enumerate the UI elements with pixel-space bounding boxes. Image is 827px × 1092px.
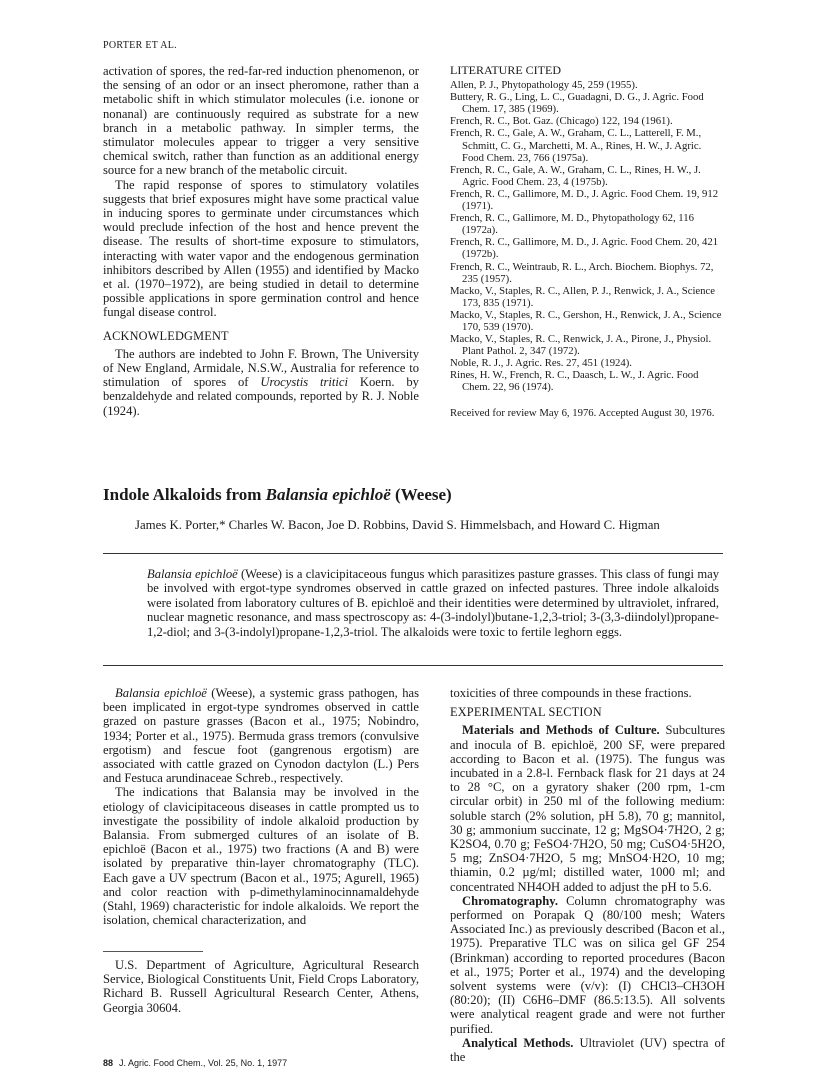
abstract-species: Balansia epichloë <box>147 567 238 581</box>
received-note: Received for review May 6, 1976. Accepted August 30, 1976. <box>450 406 715 419</box>
article-title <box>103 485 452 505</box>
ack-heading: ACKNOWLEDGMENT <box>103 328 229 343</box>
subsection-head: Analytical Methods. <box>462 1035 574 1050</box>
reference-item: French, R. C., Gale, A. W., Graham, C. L., Rines, H. W., J. Agric. Food Chem. 23, 4 (1975b). <box>450 163 701 188</box>
reference-item: French, R. C., Gallimore, M. D., J. Agric. Food Chem. 20, 421 (1972b). <box>450 236 719 261</box>
intro-species: Balansia epichloë <box>115 686 207 700</box>
title-species: Balansia epichloë <box>265 485 391 504</box>
page-number: 88 <box>103 1058 114 1068</box>
subsection-text: Subcultures and inocula of B. epichloë, 200 SF, were prepared according to Bacon et al. (1975). The fungus was incubated in a 2.8-l. Fernback flask for 21 days at 24 to 28 °C, on a gyratory shaker (200 rpm, 1-cm circular orbit) in 250 ml of the following medium: soluble starch (2% solution, pH 5.8), 70 g; mannitol, 30 g; ammonium succinate, 12 g; MgSO4·7H2O, 2 g; K2SO4, 0.70 g; FeSO4·7H2O, 50 mg; CuSO4·5H2O, 5 mg; ZnSO4·7H2O, 5 mg; MnSO4·H2O, 10 mg; thiamin, 0.2 µg/ml; distilled water, 1000 ml; and concentrated NH4OH added to adjust the pH to 5.6. <box>450 723 725 894</box>
reference-item: French, R. C., Weintraub, R. L., Arch. Biochem. Biophys. 72, 235 (1957). <box>450 260 714 285</box>
abstract <box>147 567 719 639</box>
paragraph: The rapid response of spores to stimulatory volatiles suggests that brief exposures might have some practical value in inducing spores to germinate under circumstances which would preclude infection of the host and hence prevent the disease. The results of short-time exposure to stimulators, interacting with water vapor and the endogenous germination inhibitors described by Allen (1955) and identified by Macko et al. (1970–1972), are being studied in detail to determine possible applications in spore germination control and hence fungal disease control. <box>103 177 419 320</box>
subsection-head: Chromatography. <box>462 893 558 908</box>
paragraph: activation of spores, the red-far-red induction phenomenon, or the sensing of an odor or an insect pheromone, rather than a metabolic shift in which stimulator molecules (i.e. ionone or nonanal) are continuously required as substrate for a new branch in a metabolic pathway. In simpler terms, the stimulator molecules appear to trigger a very sensitive chemical switch, rather than function as an additional energy source for a new branch of the metabolic circuit. <box>103 64 419 178</box>
literature-heading: LITERATURE CITED <box>450 63 561 77</box>
affiliation-footnote <box>103 951 419 1015</box>
literature-cited <box>450 64 725 419</box>
reference-item: Buttery, R. G., Ling, L. C., Guadagni, D. G., J. Agric. Food Chem. 17, 385 (1969). <box>450 91 704 116</box>
paragraph: toxicities of three compounds in these fractions. <box>450 686 692 700</box>
ack-text: The authors are indebted to John F. Brown, The University of New England, Armidale, N.S.W., Australia for reference to stimulation of spores of <box>103 346 419 390</box>
experimental-heading: EXPERIMENTAL SECTION <box>450 705 602 720</box>
reference-item: French, R. C., Gallimore, M. D., Phytopathology 62, 116 (1972a). <box>450 212 694 237</box>
chromatography-paragraph <box>450 894 725 1036</box>
reference-item: Allen, P. J., Phytopathology 45, 259 (1955). <box>450 79 638 92</box>
reference-item: French, R. C., Gale, A. W., Graham, C. L., Latterell, F. M., Schmitt, C. G., Marchetti, M. A., Rines, H. W., J. Agric. Food Chem. 23, 766 (1975a). <box>450 127 702 164</box>
reference-item: French, R. C., Bot. Gaz. (Chicago) 122, 194 (1961). <box>450 115 673 128</box>
intro-paragraph <box>103 686 419 785</box>
left-top-column <box>103 64 419 418</box>
abstract-bottom-rule <box>103 665 723 666</box>
body-left-column <box>103 686 419 927</box>
materials-paragraph <box>450 723 725 893</box>
journal-citation: J. Agric. Food Chem., Vol. 25, No. 1, 1977 <box>119 1058 288 1068</box>
footnote-text: U.S. Department of Agriculture, Agricultural Research Service, Biological Constituents Unit, Field Crops Laboratory, Richard B. Russell Agricultural Research Center, Athens, Georgia 30604. <box>103 958 419 1015</box>
reference-item: Macko, V., Staples, R. C., Renwick, J. A., Pirone, J., Physiol. Plant Pathol. 2, 347 (1972). <box>450 333 712 358</box>
title-text: Indole Alkaloids from <box>103 485 266 504</box>
reference-item: Macko, V., Staples, R. C., Gershon, H., Renwick, J. A., Science 170, 539 (1970). <box>450 308 722 333</box>
abstract-top-rule <box>103 553 723 554</box>
abstract-text: (Weese) is a clavicipitaceous fungus which parasitizes pasture grasses. This class of fungi may be involved with ergot-type syndromes observed in cattle grazed on infected pastures. Three indole alkaloids were isolated from laboratory cultures of B. epichloë and their identities were determined by ultraviolet, infrared, nuclear magnetic resonance, and mass spectroscopy as: 4-(3-indolyl)butane-1,2,3-triol; 3-(3,3-diindolyl)propane-1,2-diol; and 3-(3-indolyl)propane-1,2,3-triol. The alkaloids were toxic to fertile leghorn eggs. <box>147 567 720 639</box>
intro-text: (Weese), a systemic grass pathogen, has been implicated in ergot-type syndromes observed in cattle grazed on pasture grasses (Bacon et al., 1975; Nobindro, 1934; Porter et al., 1975). Bermuda grass tremors (convulsive ergotism) and fescue foot (gangrenous ergotism) are associated with cattle grazed on Cynodon dactylon (L.) Pers and Festuca arundinaceae Schreb., respectively. <box>103 686 419 786</box>
species-name: Urocystis tritici <box>260 375 349 390</box>
paragraph: The indications that Balansia may be involved in the etiology of clavicipitaceous diseases in cattle prompted us to investigate the possibility of indole alkaloid production by Balansia. From submerged cultures of an isolate of B. epichloë (Bacon et al., 1975) two fractions (A and B) were isolated by preparative thin-layer chromatography (TLC). Each gave a UV spectrum (Bacon et al., 1975; Agurell, 1965) and color reaction with p-dimethylaminocinnamaldehyde (Stahl, 1969) characteristic for indole alkaloids. We report the isolation, chemical characterization, and <box>103 785 419 928</box>
page-footer <box>103 1058 287 1068</box>
subsection-text: Ultraviolet (UV) spectra of the <box>450 1035 725 1065</box>
footnote-rule <box>103 951 203 952</box>
title-text-end: (Weese) <box>390 485 452 504</box>
body-right-column <box>450 686 725 1064</box>
ack-paragraph <box>103 347 419 418</box>
reference-item: Noble, R. J., J. Agric. Res. 27, 451 (1924). <box>450 357 632 370</box>
ack-text-end: Koern. by benzaldehyde and related compounds, reported by R. J. Noble (1924). <box>103 375 419 418</box>
analytical-paragraph <box>450 1036 725 1064</box>
reference-item: Rines, H. W., French, R. C., Daasch, L. W., J. Agric. Food Chem. 22, 96 (1974). <box>450 369 699 394</box>
running-head: PORTER ET AL. <box>103 40 177 51</box>
reference-list <box>450 79 725 393</box>
reference-item: French, R. C., Gallimore, M. D., J. Agric. Food Chem. 19, 912 (1971). <box>450 187 719 213</box>
reference-item: Macko, V., Staples, R. C., Allen, P. J., Renwick, J. A., Science 173, 835 (1971). <box>450 284 716 309</box>
subsection-text: Column chromatography was performed on Porapak Q (80/100 mesh; Waters Associated Inc.) as previously described (Bacon et al., 1975). Preparative TLC was on silica gel GF 254 (Brinkman) according to reported procedures (Bacon et al., 1975; Porter et al., 1974) and the developing solvent systems were (v/v): (I) CHCl3–CH3OH (80:20); (II) C6H6–DMF (86.5:13.5). All solvents were analytical reagent grade and were not further purified. <box>450 893 725 1036</box>
subsection-head: Materials and Methods of Culture. <box>462 723 660 738</box>
author-list: James K. Porter,* Charles W. Bacon, Joe D. Robbins, David S. Himmelsbach, and Howard C. Higman <box>135 518 660 532</box>
